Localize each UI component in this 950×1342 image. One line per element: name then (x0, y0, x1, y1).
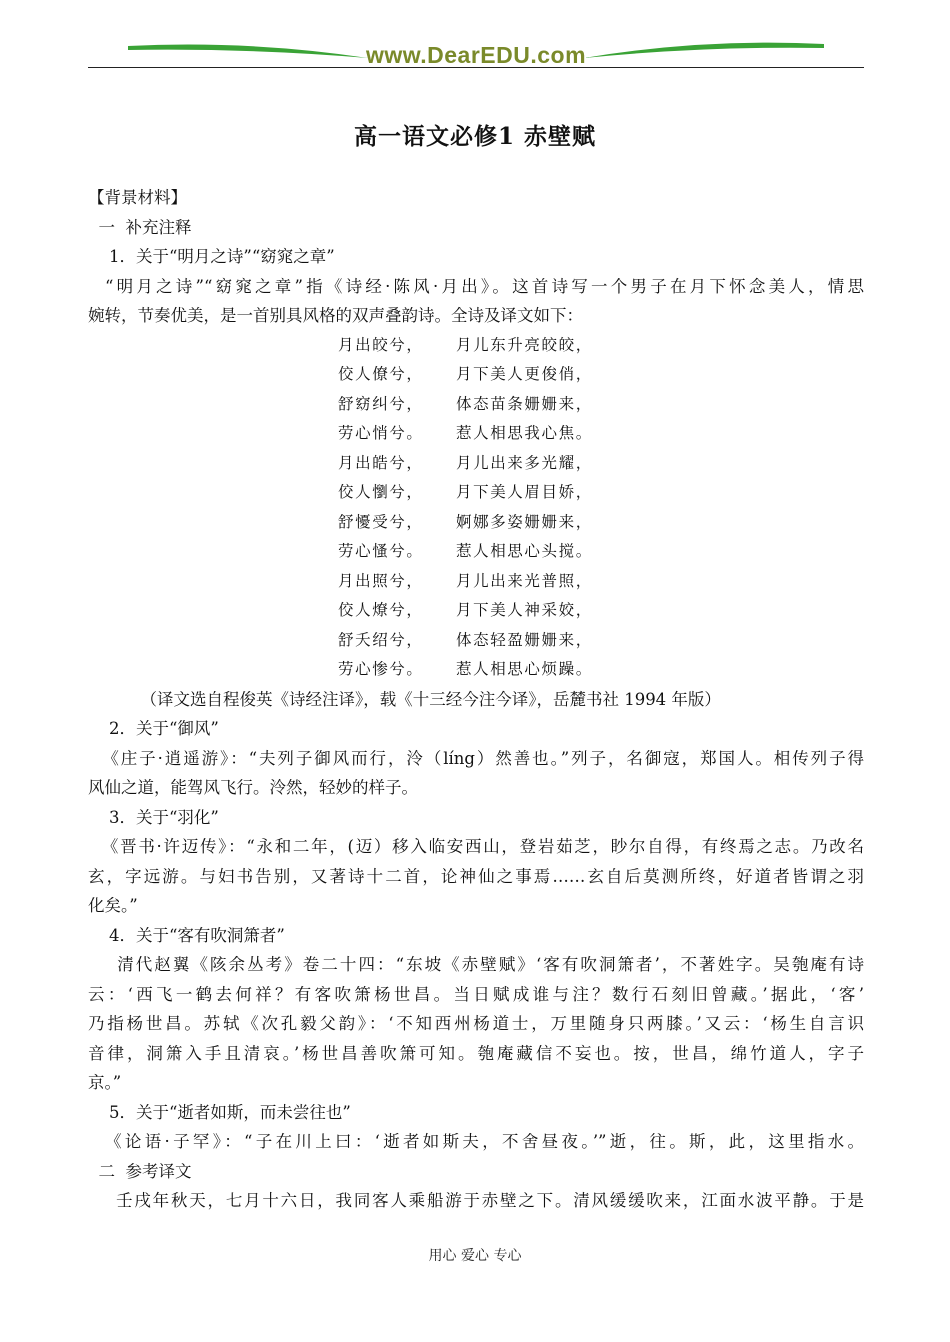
poem-original: 舒夭绍兮， (338, 630, 424, 649)
poem-translation: 月下美人神采姣， (456, 601, 593, 619)
poem-original: 舒懮受兮， (338, 512, 424, 531)
poem-line (88, 478, 864, 508)
site-logo: www.DearEDU.com (365, 42, 587, 68)
poem-original: 月出皎兮， (338, 335, 424, 354)
poem-translation: 惹人相思心烦躁。 (456, 660, 593, 678)
text-line: 2．关于“御风” (88, 719, 219, 738)
text-line: （译文选自程俊英《诗经注译》，载《十三经今注今译》，岳麓书社 1994 年版） (88, 689, 721, 709)
header-divider (88, 67, 864, 68)
text-line: 音律，洞箫入手且清哀。’杨世昌善吹箫可知。匏庵藏信不妄也。按，世昌，绵竹道人，字子 (88, 1043, 864, 1063)
poem-line (88, 537, 864, 567)
text-line: 一 补充注释 (88, 217, 192, 237)
text-line: 《庄子·逍遥游》：“夫列子御风而行，泠（líng）然善也。”列子，名御寇，郑国人。相传列子得 (88, 748, 864, 768)
poem-translation: 体态轻盈姗姗来， (456, 630, 593, 649)
text-line: 4．关于“客有吹洞箫者” (88, 925, 285, 945)
page-header (88, 30, 864, 70)
text-line: 清代赵翼《陔余丛考》卷二十四：“东坡《赤壁赋》‘客有吹洞箫者’，不著姓字。吴匏庵有诗 (88, 955, 864, 974)
poem-line (88, 360, 864, 390)
poem-translation: 惹人相思我心焦。 (456, 424, 593, 442)
text-line: 京。” (88, 1073, 122, 1092)
poem-line (88, 655, 864, 685)
poem-translation: 月下美人更俊俏， (456, 365, 593, 383)
poem-original: 佼人僚兮， (338, 365, 424, 383)
poem-translation: 体态苗条姗姗来， (456, 394, 593, 413)
text-line: 1．关于“明月之诗”“窈窕之章” (88, 247, 335, 266)
poem-line (88, 567, 864, 597)
text-line: 玄，字远游。与妇书告别，又著诗十二首，论神仙之事焉……玄自后莫测所终，好道者皆谓之羽 (88, 866, 864, 886)
text-line: 《论语·子罕》：“子在川上曰：‘逝者如斯夫，不舍昼夜。’”逝，往。斯，此，这里指水。 (88, 1132, 864, 1151)
document-body (88, 183, 864, 1216)
poem-line (88, 596, 864, 626)
poem-original: 劳心慅兮。 (338, 542, 424, 560)
text-line: 风仙之道，能驾风飞行。泠然，轻妙的样子。 (88, 778, 418, 797)
poem-original: 月出照兮， (338, 571, 424, 590)
poem-original: 佼人懰兮， (338, 483, 424, 501)
poem-line (88, 508, 864, 538)
text-line: 婉转，节奏优美，是一首别具风格的双声叠韵诗。全诗及译文如下： (88, 306, 583, 325)
poem-original: 月出皓兮， (338, 453, 424, 472)
poem-line (88, 449, 864, 479)
poem-original: 劳心惨兮。 (338, 660, 424, 678)
text-line: 3．关于“羽化” (88, 807, 219, 827)
poem-line (88, 331, 864, 361)
text-line: 【背景材料】 (88, 188, 187, 207)
text-line: 《晋书·许迈传》：“永和二年，(迈）移入临安西山，登岩茹芝，眇尔自得，有终焉之志。乃改名 (88, 837, 864, 856)
text-line: 壬戌年秋天，七月十六日，我同客人乘船游于赤壁之下。清风缓缓吹来，江面水波平静。于是 (88, 1191, 864, 1210)
poem-line (88, 390, 864, 420)
poem-translation: 月儿出来多光耀， (456, 453, 593, 472)
poem-line (88, 419, 864, 449)
poem-translation: 月下美人眉目娇， (456, 483, 593, 501)
poem-original: 劳心悄兮。 (338, 424, 424, 442)
poem-translation: 月儿东升亮皎皎， (456, 335, 593, 354)
poem-translation: 婀娜多姿姗姗来， (456, 512, 593, 531)
text-line: 乃指杨世昌。苏轼《次孔毅父韵》：‘不知西州杨道士，万里随身只两膝。’又云：‘杨生自言识 (88, 1014, 864, 1033)
poem-translation: 月儿出来光普照， (456, 571, 593, 590)
poem-original: 佼人燎兮， (338, 601, 424, 619)
text-line: “明月之诗”“窈窕之章”指《诗经·陈风·月出》。这首诗写一个男子在月下怀念美人，情思 (88, 276, 864, 296)
text-line: 化矣。” (88, 896, 138, 915)
poem-translation: 惹人相思心头搅。 (456, 542, 593, 560)
text-line: 云：‘西飞一鹤去何祥？有客吹箫杨世昌。当日赋成谁与注？数行石刻旧曾藏。’据此，‘客’ (88, 984, 864, 1004)
page-footer: 用心 爱心 专心 (428, 1248, 522, 1264)
poem-original: 舒窈纠兮， (338, 394, 424, 413)
document-title: 高一语文必修1 赤壁赋 (353, 123, 596, 150)
text-line: 5．关于“逝者如斯，而未尝往也” (88, 1102, 351, 1122)
text-line: 二 参考译文 (88, 1161, 192, 1181)
poem-line (88, 626, 864, 656)
